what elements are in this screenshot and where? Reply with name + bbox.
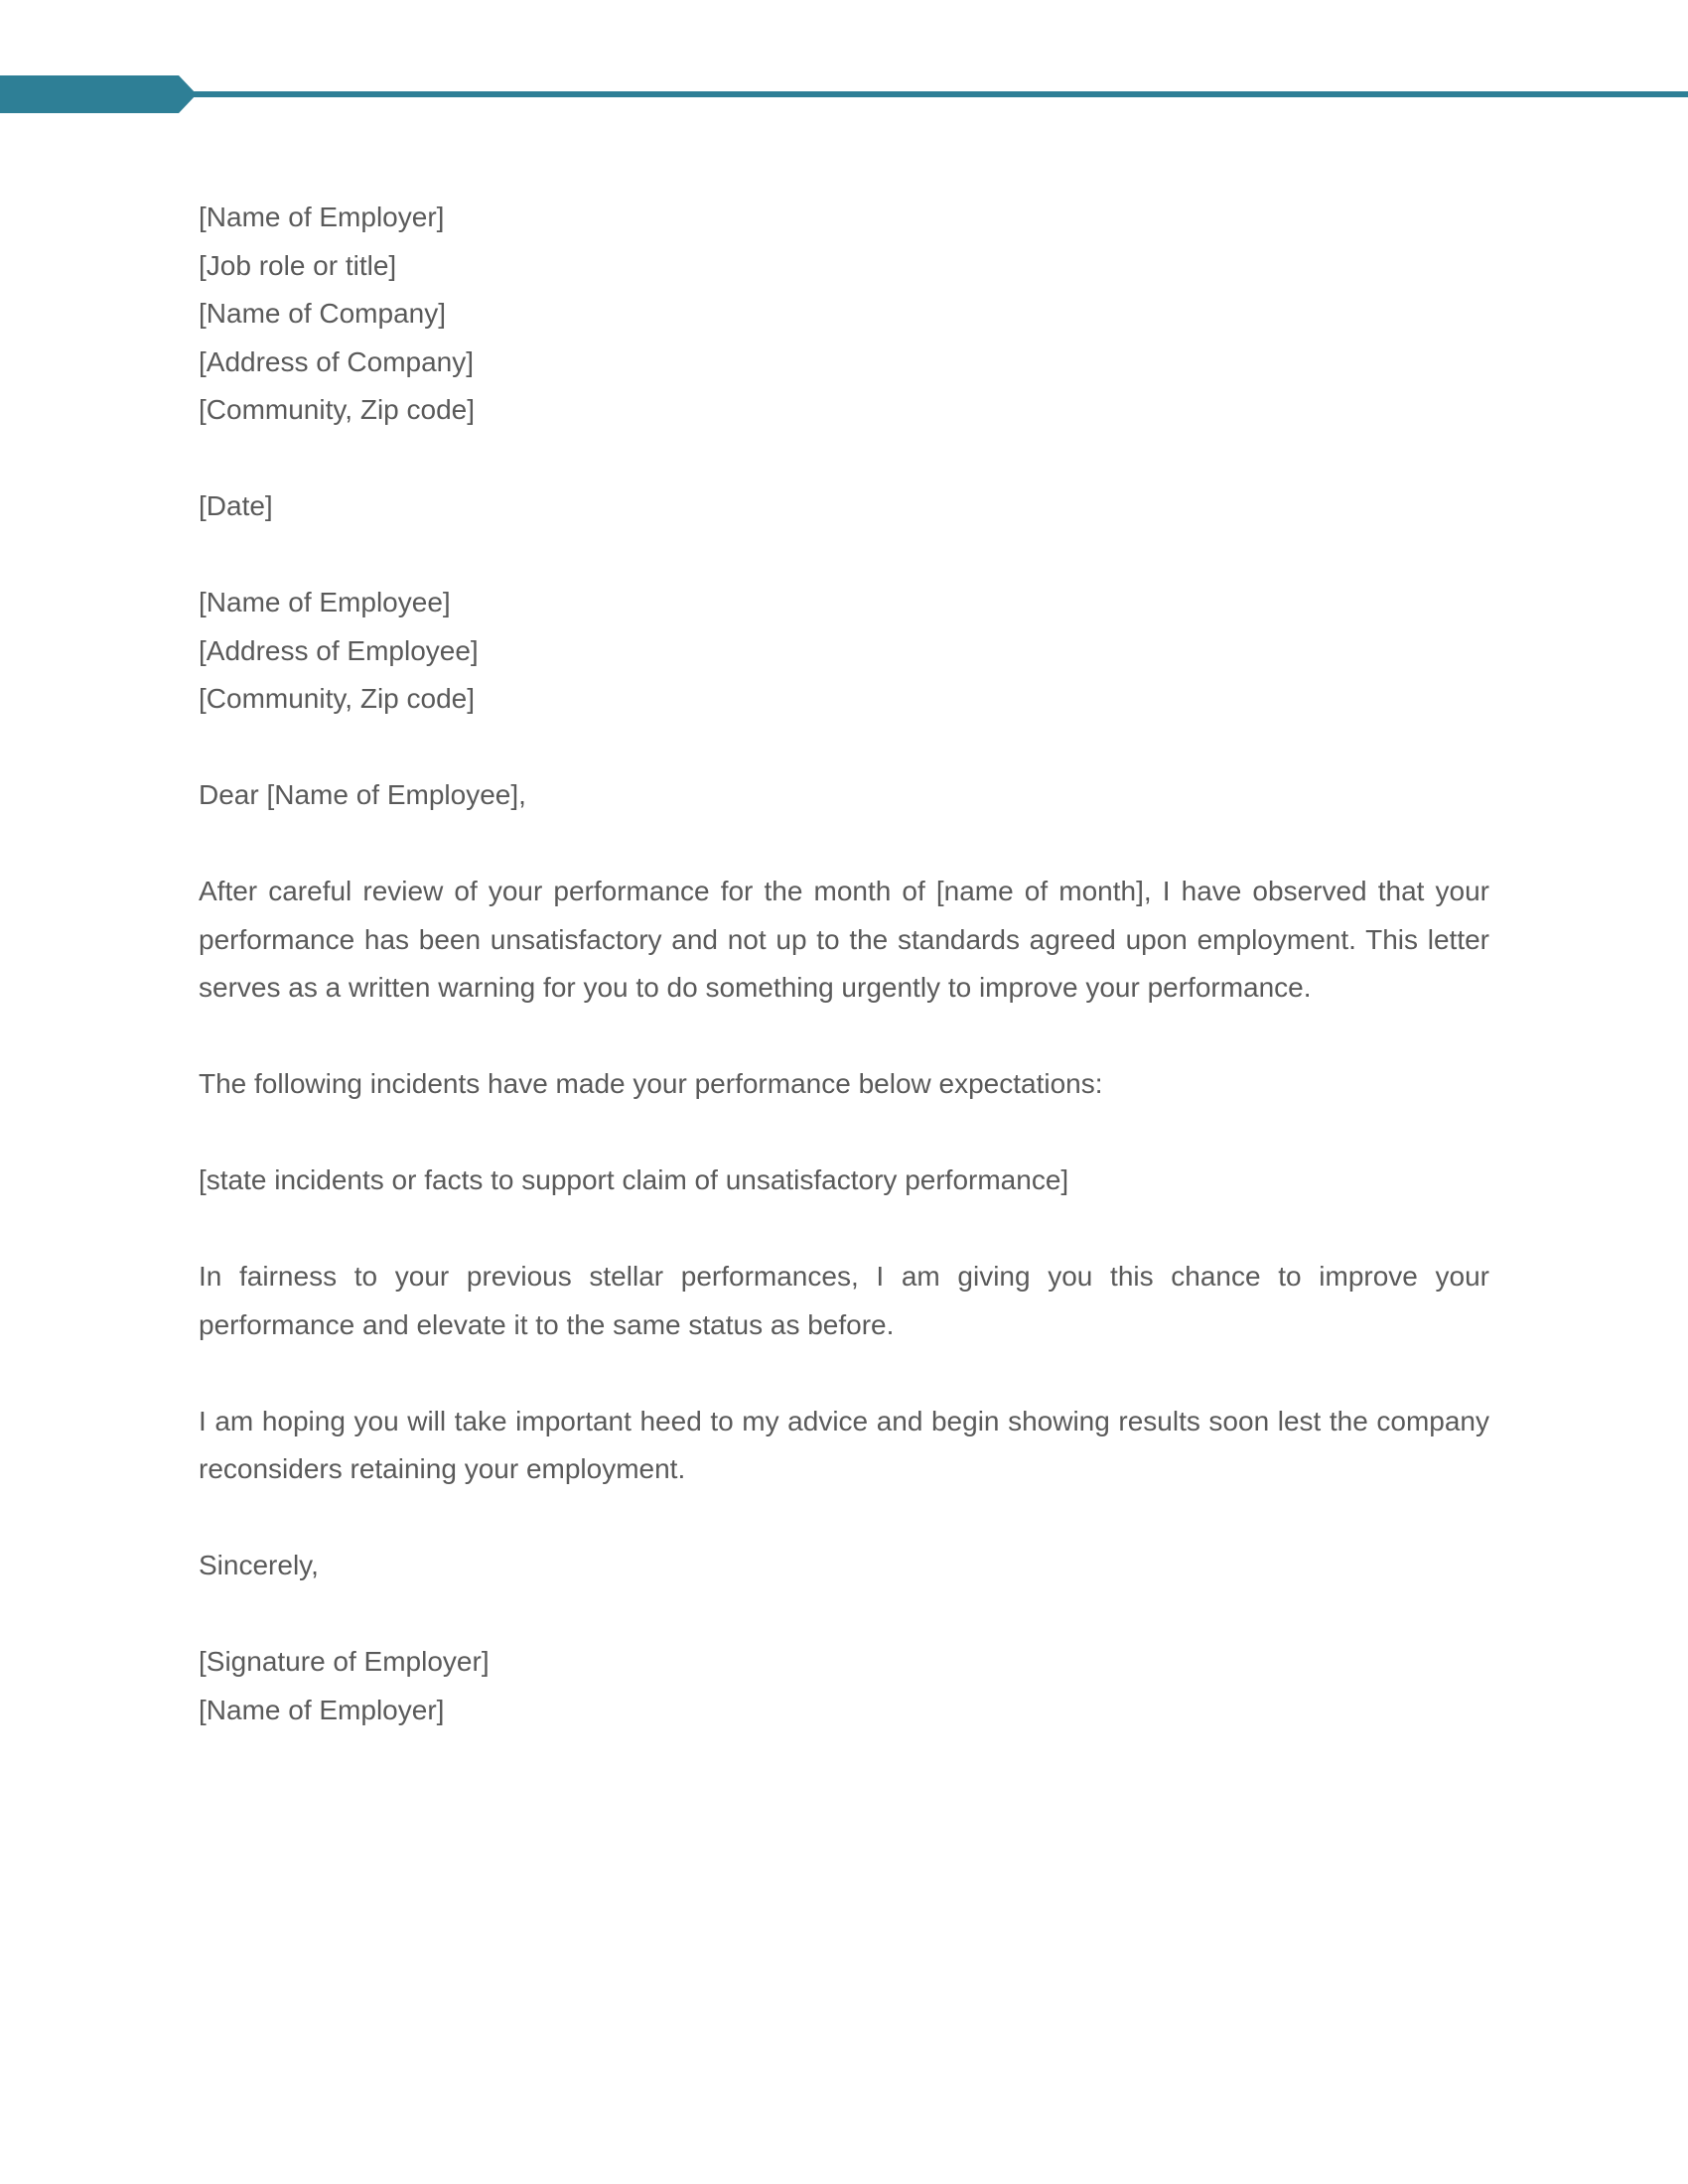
recipient-name: [Name of Employee] <box>199 587 451 617</box>
letter-date: [Date] <box>199 490 273 521</box>
paragraph-advice: I am hoping you will take important heed to my advice and begin showing results soon lest the company reconsiders retaining your employment. <box>199 1405 1489 1484</box>
header-accent-tab <box>0 75 197 113</box>
header-accent-bar <box>0 0 1688 129</box>
sender-company-address: [Address of Company] <box>199 345 475 377</box>
signer-name: [Name of Employer] <box>199 1694 445 1725</box>
signature-block <box>199 1638 1489 1734</box>
sender-company: [Name of Company] <box>199 298 446 329</box>
signature-placeholder: [Signature of Employer] <box>199 1646 490 1677</box>
paragraph-fairness: In fairness to your previous stellar performances, I am giving you this chance to improve your performance and elevate it to the same status as before. <box>199 1261 1489 1340</box>
paragraph-incidents-placeholder: [state incidents or facts to support claim of unsatisfactory performance] <box>199 1164 1069 1195</box>
recipient-address: [Address of Employee] <box>199 634 479 666</box>
header-accent-line <box>179 91 1688 97</box>
sender-name: [Name of Employer] <box>199 202 445 232</box>
sender-job-title: [Job role or title] <box>199 249 397 281</box>
sender-block <box>199 194 1489 435</box>
paragraph-incidents-intro: The following incidents have made your performance below expectations: <box>199 1068 1103 1099</box>
recipient-community-zip: [Community, Zip code] <box>199 683 476 714</box>
letter-body <box>199 194 1489 1734</box>
salutation: Dear [Name of Employee], <box>199 779 526 810</box>
recipient-block <box>199 579 1489 724</box>
sender-community-zip: [Community, Zip code] <box>199 394 476 425</box>
closing: Sincerely, <box>199 1550 319 1580</box>
paragraph-review: After careful review of your performance for the month of [name of month], I have observed that your performance has been unsatisfactory and not up to the standards agreed upon employment. This letter serves as a written warning for you to do something urgently to improve your performance. <box>199 876 1489 1003</box>
